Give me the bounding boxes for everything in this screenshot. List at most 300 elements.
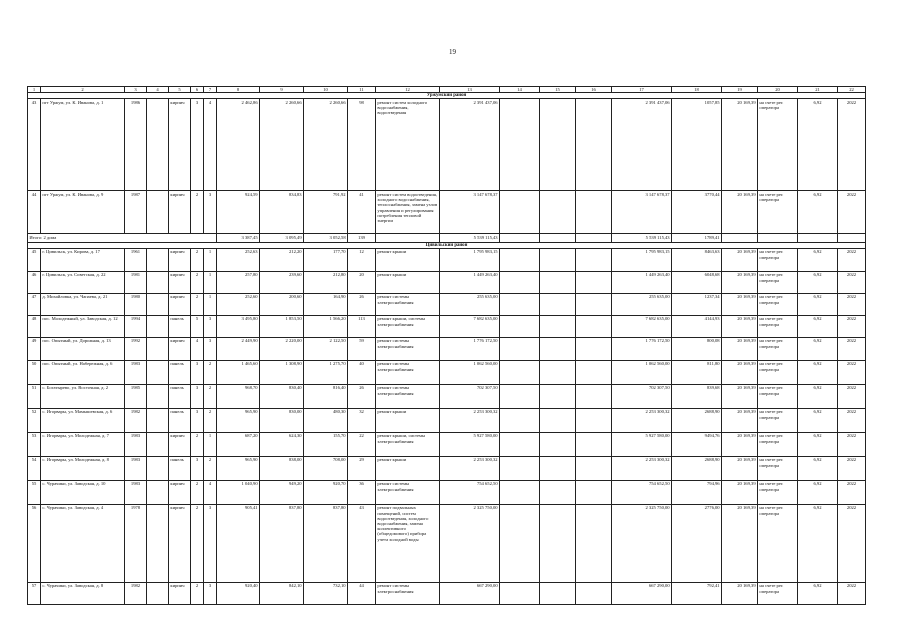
table-cell: 754 652,50 [440, 480, 500, 504]
table-cell: 46 [28, 271, 41, 293]
table-cell: на счете рег. оператора [758, 582, 798, 604]
table-cell [540, 384, 576, 408]
table-cell [500, 293, 540, 315]
column-number-cell: 16 [576, 87, 612, 93]
table-cell: кирпич [169, 432, 191, 456]
table-cell: ремонт системы электроснабжения [376, 480, 440, 504]
total-cell: 3 052,58 [304, 234, 348, 242]
column-number-cell: 15 [540, 87, 576, 93]
table-cell: 5 [191, 315, 204, 337]
house-row [28, 271, 866, 293]
table-cell: 252,63 [217, 248, 260, 271]
table-cell: 2 325 750,00 [440, 504, 500, 582]
table-cell: 1 776 172,50 [440, 337, 500, 360]
table-cell: 2688,90 [672, 408, 722, 432]
table-cell: 2 [204, 408, 217, 432]
house-row [28, 480, 866, 504]
table-cell [147, 293, 169, 315]
table-cell: ремонт крыши, системы электроснабжения [376, 432, 440, 456]
table-cell [147, 432, 169, 456]
table-cell: 40 [348, 360, 376, 384]
table-cell [147, 582, 169, 604]
table-cell: 1 795 983,15 [612, 248, 672, 271]
total-row [28, 234, 866, 242]
table-cell: 6,92 [798, 99, 838, 191]
column-number-cell: 13 [440, 87, 500, 93]
table-cell: с. Игорвары, ул. Молодежная, д. 8 [41, 456, 125, 480]
table-cell: 1 062 560,00 [612, 360, 672, 384]
table-cell: кирпич [169, 582, 191, 604]
table-cell: 2 449,90 [217, 337, 260, 360]
table-cell: 2022 [838, 504, 866, 582]
table-cell [576, 582, 612, 604]
table-cell: кирпич [169, 99, 191, 191]
table-cell: 1 [204, 293, 217, 315]
table-cell [576, 408, 612, 432]
column-number-cell: 19 [722, 87, 758, 93]
table-cell: 20 169,39 [722, 504, 758, 582]
column-number-cell: 10 [304, 87, 348, 93]
table-cell: 2022 [838, 191, 866, 234]
column-number-cell: 14 [500, 87, 540, 93]
table-cell: 924,59 [217, 191, 260, 234]
table-cell [576, 248, 612, 271]
house-row [28, 360, 866, 384]
table-cell [147, 337, 169, 360]
table-cell [500, 99, 540, 191]
table-cell [500, 360, 540, 384]
total-cell: 5 539 115,43 [440, 234, 500, 242]
table-cell: 6,92 [798, 456, 838, 480]
table-cell: 2022 [838, 360, 866, 384]
table-cell: 20 169,39 [722, 99, 758, 191]
table-cell: 949,20 [260, 480, 304, 504]
total-cell [376, 234, 440, 242]
table-cell [500, 271, 540, 293]
table-cell: панель [169, 315, 191, 337]
table-cell: 2 391 437,06 [440, 99, 500, 191]
table-cell: 2022 [838, 248, 866, 271]
table-cell: 6,92 [798, 293, 838, 315]
table-cell [540, 315, 576, 337]
column-number-cell: 8 [217, 87, 260, 93]
table-cell: на счете рег. оператора [758, 99, 798, 191]
column-number-cell: 11 [348, 87, 376, 93]
total-cell: 5 539 115,43 [612, 234, 672, 242]
house-row [28, 293, 866, 315]
house-row [28, 432, 866, 456]
table-cell: 20 169,39 [722, 432, 758, 456]
table-cell: на счете рег. оператора [758, 337, 798, 360]
table-cell: на счете рег. оператора [758, 248, 798, 271]
table-cell: 830,40 [260, 384, 304, 408]
house-row [28, 191, 866, 234]
table-cell [500, 337, 540, 360]
table-cell [576, 504, 612, 582]
table-cell [147, 456, 169, 480]
page-number: 19 [449, 48, 456, 56]
table-cell: 20 169,39 [722, 480, 758, 504]
table-cell: на счете рег. оператора [758, 271, 798, 293]
table-cell: ремонт системы электроснабжения [376, 582, 440, 604]
column-number-cell: 4 [147, 87, 169, 93]
table-cell [500, 504, 540, 582]
table-cell: 47 [28, 293, 41, 315]
table-cell [500, 456, 540, 480]
table-cell: 3 [191, 408, 204, 432]
table-cell: 2 [191, 293, 204, 315]
table-cell: 2022 [838, 315, 866, 337]
table-cell [540, 99, 576, 191]
column-number-cell: 2 [41, 87, 125, 93]
table-cell: ремонт систем водоотведения, холодного водоснабжения, теплоснабжения, замена узлов управления и регулирования потребления тепловой энергии [376, 191, 440, 234]
table-cell: 2022 [838, 337, 866, 360]
table-cell: 2022 [838, 408, 866, 432]
table-cell: ремонт крыши [376, 248, 440, 271]
table-cell: 20 169,39 [722, 360, 758, 384]
table-cell [576, 384, 612, 408]
table-cell: 32 [348, 408, 376, 432]
table-cell [540, 432, 576, 456]
table-cell: панель [169, 456, 191, 480]
total-cell [758, 234, 798, 242]
table-cell: 20 [348, 271, 376, 293]
table-cell: 51 [28, 384, 41, 408]
table-cell: 9494,76 [672, 432, 722, 456]
total-cell [500, 234, 540, 242]
table-cell: 2 [204, 360, 217, 384]
table-cell: с. Чурачики, ул. Заводская, д. 8 [41, 582, 125, 604]
column-number-cell: 6 [191, 87, 204, 93]
total-cell: 3 095,49 [260, 234, 304, 242]
column-number-cell: 1 [28, 87, 41, 93]
table-cell [540, 582, 576, 604]
table-cell: 1980 [125, 293, 147, 315]
column-number-cell: 21 [798, 87, 838, 93]
table-cell: ремонт крыши [376, 456, 440, 480]
table-cell: пос. Молодежный, ул. Заводская, д. 12 [41, 315, 125, 337]
table-cell: 257,80 [217, 271, 260, 293]
total-cell [838, 234, 866, 242]
table-cell [576, 315, 612, 337]
total-cell: 1789,41 [672, 234, 722, 242]
table-cell: 6,92 [798, 408, 838, 432]
table-cell: с. Игорвары, ул. Мамышевская, д. 6 [41, 408, 125, 432]
table-cell [576, 456, 612, 480]
table-cell: 968,70 [217, 384, 260, 408]
table-cell [147, 504, 169, 582]
table-cell: ремонт системы электроснабжения [376, 384, 440, 408]
table-cell [540, 360, 576, 384]
table-cell: 1 465,60 [217, 360, 260, 384]
table-cell: 2022 [838, 582, 866, 604]
table-cell: кирпич [169, 480, 191, 504]
table-cell: 1994 [125, 315, 147, 337]
total-cell [576, 234, 612, 242]
table-cell: 480,30 [304, 408, 348, 432]
table-cell: 1 795 983,15 [440, 248, 500, 271]
table-cell: 45 [28, 248, 41, 271]
table-cell: 36 [348, 480, 376, 504]
table-cell: 2 [191, 271, 204, 293]
table-cell: 2 [191, 480, 204, 504]
table-cell: кирпич [169, 248, 191, 271]
table-cell: 2022 [838, 384, 866, 408]
table-cell: 3 [204, 504, 217, 582]
table-cell: 52 [28, 408, 41, 432]
table-cell: 4144,93 [672, 315, 722, 337]
column-number-cell: 18 [672, 87, 722, 93]
table-cell: 2 [204, 456, 217, 480]
table-cell: 200,60 [260, 293, 304, 315]
table-cell: 2022 [838, 271, 866, 293]
table-cell [540, 408, 576, 432]
table-cell: 1 [204, 271, 217, 293]
table-cell: на счете рег. оператора [758, 408, 798, 432]
table-cell: 22 [348, 432, 376, 456]
table-cell: 839,68 [672, 384, 722, 408]
table-cell: 3770,44 [672, 191, 722, 234]
table-cell [500, 582, 540, 604]
table-cell: 2 260,66 [260, 99, 304, 191]
table-cell: 6,92 [798, 191, 838, 234]
table-cell: 3 [204, 315, 217, 337]
table-cell: 255 635,00 [612, 293, 672, 315]
table-cell: 177,70 [304, 248, 348, 271]
total-cell [798, 234, 838, 242]
column-number-cell: 7 [204, 87, 217, 93]
table-cell: 754 652,50 [612, 480, 672, 504]
table-cell: 50 [28, 360, 41, 384]
table-cell: ремонт системы электроснабжения [376, 337, 440, 360]
table-cell: 834,83 [260, 191, 304, 234]
table-cell [576, 480, 612, 504]
table-cell: 2 253 300,32 [440, 456, 500, 480]
house-row [28, 337, 866, 360]
house-row [28, 315, 866, 337]
table-cell: 1 275,70 [304, 360, 348, 384]
table-cell: 6,92 [798, 360, 838, 384]
house-row [28, 504, 866, 582]
table-cell: 2 [191, 504, 204, 582]
house-row [28, 456, 866, 480]
total-cell [722, 234, 758, 242]
table-cell: 7 682 635,00 [612, 315, 672, 337]
table-cell: 20 169,39 [722, 293, 758, 315]
table-cell: 20 169,39 [722, 191, 758, 234]
table-cell: 212,80 [304, 271, 348, 293]
column-number-cell: 3 [125, 87, 147, 93]
table-cell: 3 [204, 337, 217, 360]
table-cell: 2 [191, 582, 204, 604]
table-cell: 1057,85 [672, 99, 722, 191]
table-cell: 2688,90 [672, 456, 722, 480]
table-cell: на счете рег. оператора [758, 432, 798, 456]
column-number-cell: 22 [838, 87, 866, 93]
table-cell: 702 307,50 [440, 384, 500, 408]
table-cell: 2 462,86 [217, 99, 260, 191]
table-cell: 1986 [125, 99, 147, 191]
table-cell: 2 253 300,32 [612, 456, 672, 480]
table-cell [540, 504, 576, 582]
table-cell: 1 449 263,40 [440, 271, 500, 293]
table-cell: 20 169,39 [722, 408, 758, 432]
table-cell: ремонт крыши [376, 271, 440, 293]
table-cell: 830,00 [260, 408, 304, 432]
table-cell [540, 480, 576, 504]
district-heading: Цивильский район [28, 242, 866, 248]
table-cell [500, 191, 540, 234]
table-cell [540, 191, 576, 234]
table-cell: 6,92 [798, 582, 838, 604]
table-cell: 7 682 635,00 [440, 315, 500, 337]
table-cell: на счете рег. оператора [758, 360, 798, 384]
table-cell: 2776,00 [672, 504, 722, 582]
table-cell: 252,60 [217, 293, 260, 315]
table-cell: 5 927 580,00 [440, 432, 500, 456]
table-cell [540, 271, 576, 293]
table-cell: 2 220,00 [260, 337, 304, 360]
table-cell: 811,80 [672, 360, 722, 384]
table-cell: 2 [204, 384, 217, 408]
total-cell [540, 234, 576, 242]
table-cell [147, 360, 169, 384]
table-cell: 965,90 [217, 456, 260, 480]
table-cell [147, 271, 169, 293]
table-cell: на счете рег. оператора [758, 315, 798, 337]
table-cell: 6,92 [798, 337, 838, 360]
table-cell: 816,40 [304, 384, 348, 408]
table-cell: 2 122,50 [304, 337, 348, 360]
table-cell: 6048,68 [672, 271, 722, 293]
table-cell [540, 456, 576, 480]
table-cell: 43 [28, 99, 41, 191]
table-cell: кирпич [169, 191, 191, 234]
table-cell: 794,96 [672, 480, 722, 504]
table-cell: 1 853,50 [260, 315, 304, 337]
table-cell [147, 191, 169, 234]
table-cell: 3 [204, 191, 217, 234]
capital-repair-table [27, 86, 866, 605]
table-cell [576, 271, 612, 293]
table-cell: 255 635,00 [440, 293, 500, 315]
table-cell: 667 290,00 [440, 582, 500, 604]
table-cell: 4 [204, 99, 217, 191]
table-cell: 687,20 [217, 432, 260, 456]
table-cell: панель [169, 360, 191, 384]
house-row [28, 248, 866, 271]
table-cell: с. Чурачики, ул. Заводская, д. 10 [41, 480, 125, 504]
table-cell: на счете рег. оператора [758, 384, 798, 408]
table-cell [500, 315, 540, 337]
table-cell [540, 293, 576, 315]
table-cell: 2 325 750,00 [612, 504, 672, 582]
table-cell: 1 566,20 [304, 315, 348, 337]
table-cell [147, 99, 169, 191]
table-cell [576, 191, 612, 234]
table-cell: 791,92 [304, 191, 348, 234]
table-cell: ремонт крыши [376, 408, 440, 432]
table-cell: ремонт системы электроснабжения [376, 360, 440, 384]
table-cell: 1 040,90 [217, 480, 260, 504]
table-cell: 26 [348, 293, 376, 315]
table-cell: 4 [191, 337, 204, 360]
table-cell: 837,80 [304, 504, 348, 582]
table-cell: 1983 [125, 432, 147, 456]
district-heading: Уржумский район [28, 93, 866, 99]
table-cell: 3 495,80 [217, 315, 260, 337]
table-cell: 2022 [838, 293, 866, 315]
table-cell: 1 776 172,50 [612, 337, 672, 360]
table-cell: 1 308,90 [260, 360, 304, 384]
table-cell: 5 927 580,00 [612, 432, 672, 456]
table-cell: 59 [348, 337, 376, 360]
table-cell: 6,92 [798, 384, 838, 408]
table-cell [500, 408, 540, 432]
table-cell: с. Богатырево, ул. Восточная, д. 2 [41, 384, 125, 408]
table-cell: пос. Опытный, ул. Дорожная, д. 13 [41, 337, 125, 360]
table-cell: 164,90 [304, 293, 348, 315]
table-cell: 2 253 300,32 [612, 408, 672, 432]
table-cell: 48 [28, 315, 41, 337]
table-cell: 3 [191, 384, 204, 408]
table-cell: 26 [348, 384, 376, 408]
table-cell: 20 169,39 [722, 315, 758, 337]
table-cell [540, 337, 576, 360]
table-cell: 3 147 678,37 [440, 191, 500, 234]
table-cell: 2022 [838, 99, 866, 191]
column-number-cell: 20 [758, 87, 798, 93]
table-cell: кирпич [169, 293, 191, 315]
table-cell: 1985 [125, 384, 147, 408]
table-cell: кирпич [169, 271, 191, 293]
table-cell: 920,40 [217, 582, 260, 604]
table-cell: 1 [204, 248, 217, 271]
table-cell: 20 169,39 [722, 582, 758, 604]
table-cell [576, 337, 612, 360]
table-cell: 20 169,39 [722, 384, 758, 408]
table-cell: 29 [348, 456, 376, 480]
table-cell [500, 384, 540, 408]
table-cell: 837,80 [260, 504, 304, 582]
table-cell: 838,00 [260, 456, 304, 480]
table-cell: 2022 [838, 456, 866, 480]
table-cell: 6,92 [798, 315, 838, 337]
table-cell: 3 [191, 360, 204, 384]
table-cell: 44 [28, 191, 41, 234]
table-cell: 41 [348, 191, 376, 234]
table-cell: на счете рег. оператора [758, 293, 798, 315]
table-cell: 20 169,39 [722, 271, 758, 293]
table-cell: 2 260,66 [304, 99, 348, 191]
table-cell: 56 [28, 504, 41, 582]
table-cell: 2 [191, 432, 204, 456]
table-cell: д. Михайловка, ул. Чапаева, д. 21 [41, 293, 125, 315]
table-cell: 6,92 [798, 480, 838, 504]
column-number-cell: 9 [260, 87, 304, 93]
table-cell: с. Игорвары, ул. Молодежная, д. 7 [41, 432, 125, 456]
table-cell: 1961 [125, 248, 147, 271]
house-row [28, 384, 866, 408]
table-cell [147, 248, 169, 271]
table-cell: ремонт системы электроснабжения [376, 293, 440, 315]
table-cell: 2022 [838, 480, 866, 504]
table-cell: 20 169,39 [722, 248, 758, 271]
table-cell: 3 147 678,37 [612, 191, 672, 234]
table-cell: 1982 [125, 582, 147, 604]
table-cell: 1 449 263,40 [612, 271, 672, 293]
table-cell: 1978 [125, 504, 147, 582]
